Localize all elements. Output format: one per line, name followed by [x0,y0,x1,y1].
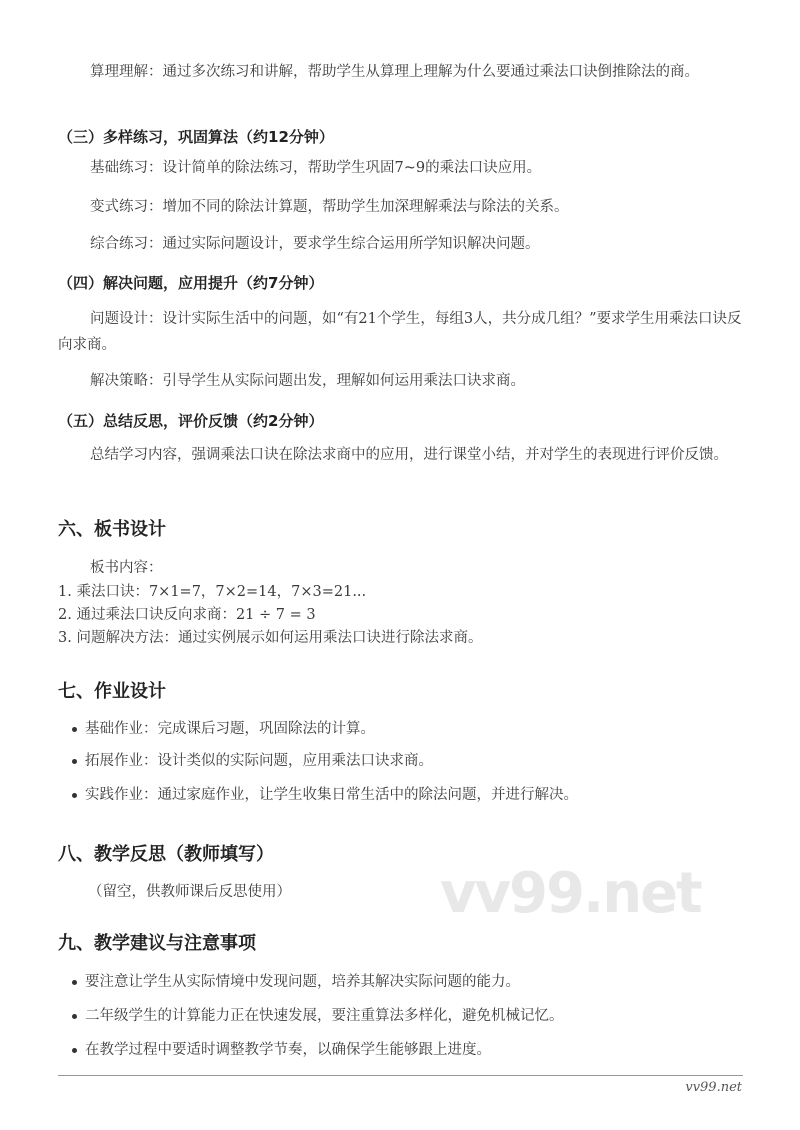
paragraph-arithmetic-understanding: 算理理解：通过多次练习和讲解，帮助学生从算理上理解为什么要通过乘法口诀倒推除法的商。 [90,64,699,80]
footer-site-label: vv99.net [685,1080,742,1095]
paragraph-variant-practice: 变式练习：增加不同的除法计算题，帮助学生加深理解乘法与除法的关系。 [90,199,569,215]
watermark: vv99.net [440,861,701,926]
paragraph-summary: 总结学习内容，强调乘法口诀在除法求商中的应用，进行课堂小结，并对学生的表现进行评价反馈。 [90,447,728,463]
section-title-homework: 七、作业设计 [58,681,166,702]
board-content-label: 板书内容： [90,560,163,576]
board-list-item: 2. 通过乘法口诀反向求商：21 ÷ 7 = 3 [58,607,316,623]
section-title-suggestions: 九、教学建议与注意事项 [58,933,256,954]
suggestion-item-text: 要注意让学生从实际情境中发现问题，培养其解决实际问题的能力。 [85,974,520,990]
footer-divider [58,1075,743,1076]
bullet-icon [72,727,77,732]
paragraph-problem-design: 问题设计：设计实际生活中的问题，如“有21个学生，每组3人，共分成几组？”要求学生用乘法口诀反向求商。 [58,311,742,353]
paragraph-solving-strategy: 解决策略：引导学生从实际问题出发，理解如何运用乘法口诀求商。 [90,373,525,389]
suggestion-item-text: 二年级学生的计算能力正在快速发展，要注重算法多样化，避免机械记忆。 [85,1008,564,1024]
board-list-item: 3. 问题解决方法：通过实例展示如何运用乘法口诀进行除法求商。 [58,630,483,646]
suggestion-item-text: 在教学过程中要适时调整教学节奏，以确保学生能够跟上进度。 [85,1042,491,1058]
subheading-practice: （三）多样练习，巩固算法（约12分钟） [58,128,334,146]
homework-item-text: 实践作业：通过家庭作业，让学生收集日常生活中的除法问题，并进行解决。 [85,787,578,803]
reflection-note: （留空，供教师课后反思使用） [88,884,291,900]
subheading-problem-solving: （四）解决问题，应用提升（约7分钟） [58,274,324,292]
bullet-icon [72,1048,77,1053]
paragraph-basic-practice: 基础练习：设计简单的除法练习，帮助学生巩固7~9的乘法口诀应用。 [90,160,542,176]
homework-item [72,749,433,770]
bullet-icon [72,793,77,798]
section-title-board-design: 六、板书设计 [58,519,166,540]
bullet-icon [72,980,77,985]
homework-item [72,717,375,738]
homework-item [72,783,578,804]
bullet-icon [72,759,77,764]
bullet-icon [72,1014,77,1019]
suggestion-item [72,970,520,991]
paragraph-comprehensive-practice: 综合练习：通过实际问题设计，要求学生综合运用所学知识解决问题。 [90,236,540,252]
section-title-reflection: 八、教学反思（教师填写） [58,844,274,865]
homework-item-text: 基础作业：完成课后习题，巩固除法的计算。 [85,721,375,737]
subheading-summary: （五）总结反思，评价反馈（约2分钟） [58,412,324,430]
suggestion-item [72,1004,564,1025]
homework-item-text: 拓展作业：设计类似的实际问题，应用乘法口诀求商。 [85,753,433,769]
board-list-item: 1. 乘法口诀：7×1=7，7×2=14，7×3=21... [58,584,367,600]
suggestion-item [72,1038,491,1059]
